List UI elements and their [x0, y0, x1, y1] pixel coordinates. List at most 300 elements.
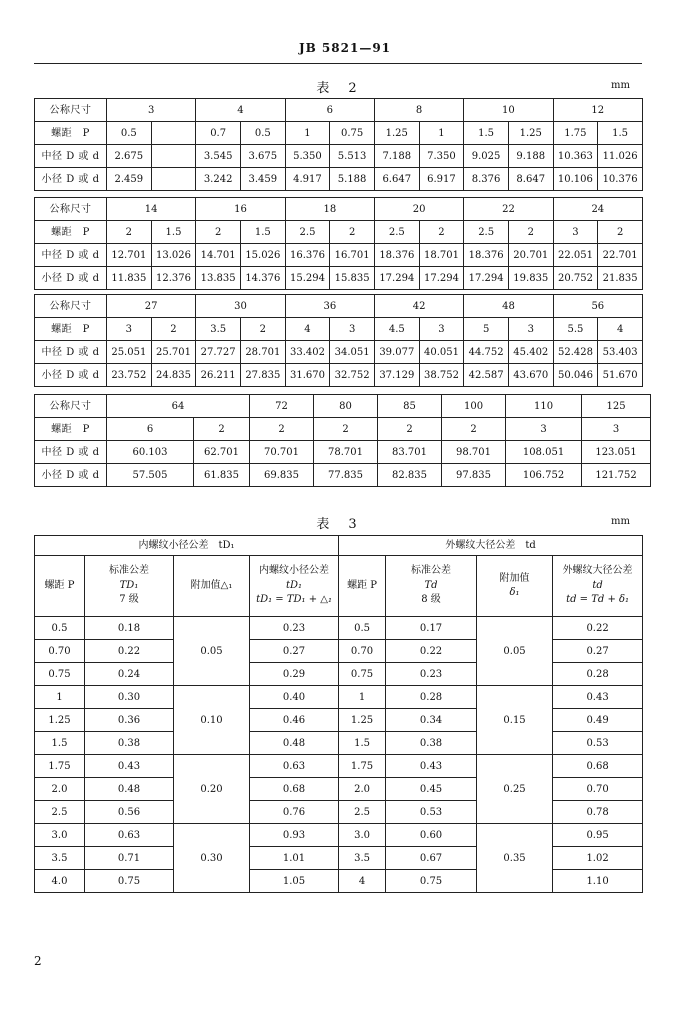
std-tolerance-internal-cell: 0.43 [85, 755, 174, 778]
table-cell: 9.025 [464, 145, 509, 168]
major-tolerance-cell: 0.70 [553, 778, 643, 801]
minor-tolerance-cell: 0.68 [250, 778, 339, 801]
table-cell: 1.25 [374, 122, 419, 145]
minor-tolerance-cell: 1.01 [250, 847, 339, 870]
table-cell: 9.188 [508, 145, 553, 168]
major-tolerance-cell: 0.53 [553, 732, 643, 755]
std-tolerance-external-header-line2: Td [424, 579, 438, 591]
page-number: 2 [34, 954, 42, 968]
table-cell: 4.5 [374, 318, 419, 341]
major-tolerance-header-line3: td = Td + δ₁ [566, 594, 630, 606]
table-cell: 8.647 [508, 168, 553, 191]
table-cell: 34.051 [330, 341, 375, 364]
table-cell: 20.752 [553, 267, 598, 290]
table-cell: 2 [194, 418, 250, 441]
table-cell: 6 [107, 418, 194, 441]
additional-internal-header [174, 556, 250, 617]
table-cell: 2 [240, 318, 285, 341]
table-cell: 42.587 [464, 364, 509, 387]
pitch-internal-cell: 3.5 [35, 847, 85, 870]
nominal-size-cell: 8 [374, 99, 463, 122]
pitch-external-cell: 1 [339, 686, 386, 709]
minor-tolerance-header [250, 556, 339, 617]
additional-external-cell: 0.35 [477, 824, 553, 893]
table-row [35, 755, 643, 778]
table-cell: 3.459 [240, 168, 285, 191]
table-cell: 50.046 [553, 364, 598, 387]
additional-internal-cell: 0.20 [174, 755, 250, 824]
table-cell: 1.25 [508, 122, 553, 145]
major-tolerance-header-line2: td [592, 579, 603, 591]
pitch-internal-header-text: 螺距 P [44, 579, 75, 591]
table-cell: 25.701 [151, 341, 196, 364]
std-tolerance-internal-cell: 0.63 [85, 824, 174, 847]
major-tolerance-cell: 0.22 [553, 617, 643, 640]
header-rule [34, 63, 642, 64]
table-cell: 24.835 [151, 364, 196, 387]
major-tolerance-cell: 0.78 [553, 801, 643, 824]
table-cell: 121.752 [582, 464, 651, 487]
std-tolerance-internal-header [85, 556, 174, 617]
table-cell: 2.459 [107, 168, 152, 191]
pitch-diameter-label: 中径 D 或 d [35, 244, 107, 267]
pitch-diameter-row [35, 244, 643, 267]
table-cell: 51.670 [598, 364, 643, 387]
minor-tolerance-header-line3: tD₁ = TD₁ + △₁ [256, 594, 332, 606]
minor-tolerance-cell: 0.63 [250, 755, 339, 778]
additional-internal-cell: 0.30 [174, 824, 250, 893]
table-cell: 98.701 [442, 441, 506, 464]
nominal-size-cell: 125 [582, 395, 651, 418]
nominal-size-cell: 3 [107, 99, 196, 122]
nominal-size-cell: 36 [285, 295, 374, 318]
pitch-external-header [339, 556, 386, 617]
table-cell: 1.5 [240, 221, 285, 244]
table2-block-4 [34, 394, 651, 487]
table-cell [151, 145, 196, 168]
table-cell: 10.376 [598, 168, 643, 191]
table2-title: 表 2 [316, 81, 360, 96]
table-cell: 2 [419, 221, 464, 244]
nominal-size-cell: 20 [374, 198, 463, 221]
table-cell: 11.026 [598, 145, 643, 168]
pitch-diameter-label: 中径 D 或 d [35, 441, 107, 464]
table-cell: 3.545 [196, 145, 241, 168]
table-cell: 10.363 [553, 145, 598, 168]
std-tolerance-internal-cell: 0.56 [85, 801, 174, 824]
table-cell: 82.835 [378, 464, 442, 487]
pitch-external-cell: 0.70 [339, 640, 386, 663]
table3-title: 表 3 [316, 517, 360, 532]
additional-external-cell: 0.05 [477, 617, 553, 686]
major-tolerance-cell: 1.10 [553, 870, 643, 893]
table-cell: 13.835 [196, 267, 241, 290]
table-cell: 53.403 [598, 341, 643, 364]
table-cell: 70.701 [250, 441, 314, 464]
std-tolerance-internal-cell: 0.24 [85, 663, 174, 686]
table-cell: 2 [442, 418, 506, 441]
pitch-diameter-row [35, 145, 643, 168]
additional-external-header-line2: δ₁ [509, 587, 520, 598]
std-tolerance-internal-cell: 0.30 [85, 686, 174, 709]
major-tolerance-cell: 0.95 [553, 824, 643, 847]
nominal-size-cell: 100 [442, 395, 506, 418]
table-cell: 78.701 [314, 441, 378, 464]
table-cell: 15.294 [285, 267, 330, 290]
minor-diameter-label: 小径 D 或 d [35, 267, 107, 290]
table-cell: 2 [330, 221, 375, 244]
table-cell: 3 [582, 418, 651, 441]
table2-block-1 [34, 98, 643, 191]
table-cell: 1.5 [598, 122, 643, 145]
additional-internal-header-text: 附加值△₁ [190, 579, 233, 591]
pitch-internal-cell: 1.25 [35, 709, 85, 732]
table-cell: 2 [107, 221, 152, 244]
nominal-size-cell: 110 [506, 395, 582, 418]
table-cell: 17.294 [464, 267, 509, 290]
table-cell: 108.051 [506, 441, 582, 464]
table-cell: 2 [196, 221, 241, 244]
table-cell: 22.701 [598, 244, 643, 267]
table-cell: 44.752 [464, 341, 509, 364]
table-cell: 15.026 [240, 244, 285, 267]
nominal-size-cell: 12 [553, 99, 642, 122]
pitch-external-cell: 0.5 [339, 617, 386, 640]
table-cell: 13.026 [151, 244, 196, 267]
minor-diameter-label: 小径 D 或 d [35, 464, 107, 487]
table-cell: 106.752 [506, 464, 582, 487]
major-tolerance-cell: 1.02 [553, 847, 643, 870]
std-tolerance-external-cell: 0.17 [386, 617, 477, 640]
table-cell: 18.701 [419, 244, 464, 267]
additional-external-cell: 0.15 [477, 686, 553, 755]
table-cell: 6.647 [374, 168, 419, 191]
nominal-size-cell: 10 [464, 99, 553, 122]
table-cell [151, 168, 196, 191]
table-cell: 23.752 [107, 364, 152, 387]
pitch-label: 螺距 P [35, 221, 107, 244]
minor-tolerance-cell: 0.46 [250, 709, 339, 732]
minor-tolerance-cell: 0.40 [250, 686, 339, 709]
table-cell: 37.129 [374, 364, 419, 387]
table-cell: 26.211 [196, 364, 241, 387]
pitch-diameter-row [35, 341, 643, 364]
nominal-size-row [35, 198, 643, 221]
std-tolerance-external-cell: 0.38 [386, 732, 477, 755]
additional-internal-cell: 0.10 [174, 686, 250, 755]
nominal-size-cell: 80 [314, 395, 378, 418]
pitch-internal-cell: 4.0 [35, 870, 85, 893]
table-cell: 27.727 [196, 341, 241, 364]
pitch-internal-cell: 1.75 [35, 755, 85, 778]
table-cell: 12.376 [151, 267, 196, 290]
std-tolerance-internal-header-line3: 7 级 [119, 594, 139, 606]
pitch-internal-cell: 0.75 [35, 663, 85, 686]
pitch-diameter-row [35, 441, 651, 464]
std-tolerance-external-cell: 0.75 [386, 870, 477, 893]
minor-tolerance-cell: 0.27 [250, 640, 339, 663]
pitch-external-cell: 0.75 [339, 663, 386, 686]
table-cell: 1 [419, 122, 464, 145]
pitch-row [35, 122, 643, 145]
table-cell: 16.376 [285, 244, 330, 267]
pitch-external-cell: 1.5 [339, 732, 386, 755]
table-cell: 5 [464, 318, 509, 341]
std-tolerance-external-cell: 0.53 [386, 801, 477, 824]
table-cell: 22.051 [553, 244, 598, 267]
minor-tolerance-cell: 0.48 [250, 732, 339, 755]
table-cell: 3.675 [240, 145, 285, 168]
table-cell: 4 [598, 318, 643, 341]
table-cell: 6.917 [419, 168, 464, 191]
table3-caption [34, 513, 642, 531]
table-cell: 32.752 [330, 364, 375, 387]
table-cell: 20.701 [508, 244, 553, 267]
table-row [35, 824, 643, 847]
table2-unit: mm [611, 80, 630, 91]
table-cell: 0.7 [196, 122, 241, 145]
table-cell: 40.051 [419, 341, 464, 364]
table-cell: 8.376 [464, 168, 509, 191]
std-tolerance-external-cell: 0.45 [386, 778, 477, 801]
pitch-internal-header [35, 556, 85, 617]
table-row [35, 686, 643, 709]
table-cell: 10.106 [553, 168, 598, 191]
table-cell: 0.75 [330, 122, 375, 145]
table-cell: 27.835 [240, 364, 285, 387]
std-tolerance-external-header-line3: 8 级 [421, 594, 441, 606]
table-cell: 28.701 [240, 341, 285, 364]
additional-internal-cell: 0.05 [174, 617, 250, 686]
table-cell: 69.835 [250, 464, 314, 487]
pitch-external-cell: 3.0 [339, 824, 386, 847]
nominal-size-cell: 85 [378, 395, 442, 418]
table-cell: 5.350 [285, 145, 330, 168]
std-tolerance-internal-cell: 0.71 [85, 847, 174, 870]
nominal-size-cell: 72 [250, 395, 314, 418]
pitch-internal-cell: 0.70 [35, 640, 85, 663]
table-cell: 3 [553, 221, 598, 244]
pitch-external-cell: 1.75 [339, 755, 386, 778]
nominal-size-cell: 56 [553, 295, 642, 318]
minor-diameter-label: 小径 D 或 d [35, 364, 107, 387]
pitch-row [35, 221, 643, 244]
std-tolerance-internal-cell: 0.36 [85, 709, 174, 732]
pitch-external-cell: 3.5 [339, 847, 386, 870]
major-tolerance-cell: 0.68 [553, 755, 643, 778]
table-cell: 5.5 [553, 318, 598, 341]
nominal-size-row [35, 99, 643, 122]
table-cell: 11.835 [107, 267, 152, 290]
table-cell: 52.428 [553, 341, 598, 364]
nominal-size-row [35, 395, 651, 418]
table-cell: 39.077 [374, 341, 419, 364]
table-cell: 2 [508, 221, 553, 244]
std-tolerance-external-cell: 0.28 [386, 686, 477, 709]
table-cell: 45.402 [508, 341, 553, 364]
std-tolerance-internal-cell: 0.48 [85, 778, 174, 801]
table-cell: 60.103 [107, 441, 194, 464]
std-tolerance-external-header [386, 556, 477, 617]
nominal-size-label: 公称尺寸 [35, 99, 107, 122]
table-cell: 38.752 [419, 364, 464, 387]
nominal-size-label: 公称尺寸 [35, 295, 107, 318]
std-tolerance-external-cell: 0.34 [386, 709, 477, 732]
internal-tolerance-group-header: 内螺纹小径公差 tD₁ [35, 536, 339, 556]
major-tolerance-cell: 0.28 [553, 663, 643, 686]
table-cell: 3 [107, 318, 152, 341]
table-cell: 123.051 [582, 441, 651, 464]
table-cell: 16.701 [330, 244, 375, 267]
std-tolerance-external-cell: 0.23 [386, 663, 477, 686]
minor-diameter-row [35, 364, 643, 387]
pitch-external-header-text: 螺距 P [347, 579, 377, 591]
nominal-size-cell: 27 [107, 295, 196, 318]
table-row [35, 617, 643, 640]
nominal-size-cell: 4 [196, 99, 285, 122]
table-cell: 3 [508, 318, 553, 341]
table-cell: 1.5 [151, 221, 196, 244]
table-cell: 43.670 [508, 364, 553, 387]
table-cell: 15.835 [330, 267, 375, 290]
minor-tolerance-cell: 1.05 [250, 870, 339, 893]
pitch-external-cell: 2.5 [339, 801, 386, 824]
nominal-size-cell: 24 [553, 198, 642, 221]
table-cell: 2.5 [374, 221, 419, 244]
table-cell: 0.5 [240, 122, 285, 145]
major-tolerance-cell: 0.49 [553, 709, 643, 732]
nominal-size-row [35, 295, 643, 318]
pitch-internal-cell: 3.0 [35, 824, 85, 847]
std-tolerance-external-header-line1: 标准公差 [411, 565, 452, 577]
table-cell: 31.670 [285, 364, 330, 387]
std-tolerance-internal-cell: 0.18 [85, 617, 174, 640]
table-cell: 33.402 [285, 341, 330, 364]
table-cell: 3.5 [196, 318, 241, 341]
table3-unit: mm [611, 516, 630, 527]
pitch-external-cell: 2.0 [339, 778, 386, 801]
table-cell: 2.675 [107, 145, 152, 168]
minor-diameter-row [35, 168, 643, 191]
table-cell: 21.835 [598, 267, 643, 290]
nominal-size-cell: 64 [107, 395, 250, 418]
additional-external-header [477, 556, 553, 617]
pitch-internal-cell: 1.5 [35, 732, 85, 755]
additional-external-header-line1: 附加值 [499, 572, 530, 584]
pitch-external-cell: 1.25 [339, 709, 386, 732]
table-cell: 4.917 [285, 168, 330, 191]
table-cell: 25.051 [107, 341, 152, 364]
pitch-internal-cell: 2.5 [35, 801, 85, 824]
table-cell: 2 [314, 418, 378, 441]
minor-tolerance-header-line1: 内螺纹小径公差 [259, 565, 330, 577]
pitch-external-cell: 4 [339, 870, 386, 893]
std-tolerance-external-cell: 0.60 [386, 824, 477, 847]
major-tolerance-cell: 0.27 [553, 640, 643, 663]
nominal-size-cell: 14 [107, 198, 196, 221]
nominal-size-cell: 30 [196, 295, 285, 318]
minor-tolerance-header-line2: tD₁ [286, 579, 303, 591]
external-tolerance-group-header: 外螺纹大径公差 td [339, 536, 643, 556]
table-cell: 57.505 [107, 464, 194, 487]
pitch-internal-cell: 0.5 [35, 617, 85, 640]
table2-block-2 [34, 197, 643, 290]
std-tolerance-internal-cell: 0.75 [85, 870, 174, 893]
table-cell: 1.75 [553, 122, 598, 145]
std-tolerance-external-cell: 0.67 [386, 847, 477, 870]
table-cell: 3 [419, 318, 464, 341]
nominal-size-cell: 42 [374, 295, 463, 318]
additional-external-cell: 0.25 [477, 755, 553, 824]
pitch-row [35, 318, 643, 341]
table-cell: 1 [285, 122, 330, 145]
minor-diameter-row [35, 464, 651, 487]
nominal-size-label: 公称尺寸 [35, 395, 107, 418]
pitch-internal-cell: 1 [35, 686, 85, 709]
table-cell: 2 [598, 221, 643, 244]
table-cell: 83.701 [378, 441, 442, 464]
major-tolerance-header-line1: 外螺纹大径公差 [562, 565, 633, 577]
table-cell: 17.294 [419, 267, 464, 290]
table-cell: 0.5 [107, 122, 152, 145]
table2-block-3 [34, 294, 643, 387]
table-cell: 61.835 [194, 464, 250, 487]
minor-diameter-label: 小径 D 或 d [35, 168, 107, 191]
table3 [34, 535, 643, 893]
table-cell: 62.701 [194, 441, 250, 464]
pitch-label: 螺距 P [35, 318, 107, 341]
table-cell: 19.835 [508, 267, 553, 290]
table-cell: 14.701 [196, 244, 241, 267]
table-cell: 12.701 [107, 244, 152, 267]
table2-caption [34, 77, 642, 95]
minor-diameter-row [35, 267, 643, 290]
std-tolerance-internal-header-line1: 标准公差 [109, 565, 149, 577]
table-cell: 18.376 [374, 244, 419, 267]
std-tolerance-external-cell: 0.43 [386, 755, 477, 778]
pitch-diameter-label: 中径 D 或 d [35, 341, 107, 364]
major-tolerance-cell: 0.43 [553, 686, 643, 709]
std-tolerance-internal-header-line2: TD₁ [119, 579, 139, 591]
table-cell: 3 [506, 418, 582, 441]
table-cell: 14.376 [240, 267, 285, 290]
table-cell: 1.5 [464, 122, 509, 145]
std-tolerance-internal-cell: 0.22 [85, 640, 174, 663]
table-cell: 97.835 [442, 464, 506, 487]
table-cell: 4 [285, 318, 330, 341]
std-tolerance-external-cell: 0.22 [386, 640, 477, 663]
nominal-size-cell: 18 [285, 198, 374, 221]
document-header: JB 5821—91 [298, 41, 392, 55]
pitch-label: 螺距 P [35, 418, 107, 441]
table-cell: 17.294 [374, 267, 419, 290]
pitch-row [35, 418, 651, 441]
table-cell: 2 [250, 418, 314, 441]
pitch-diameter-label: 中径 D 或 d [35, 145, 107, 168]
nominal-size-cell: 48 [464, 295, 553, 318]
nominal-size-label: 公称尺寸 [35, 198, 107, 221]
table-cell: 2 [378, 418, 442, 441]
minor-tolerance-cell: 0.93 [250, 824, 339, 847]
table-cell: 2 [151, 318, 196, 341]
minor-tolerance-cell: 0.76 [250, 801, 339, 824]
table-cell: 7.188 [374, 145, 419, 168]
table-cell: 5.188 [330, 168, 375, 191]
nominal-size-cell: 6 [285, 99, 374, 122]
minor-tolerance-cell: 0.23 [250, 617, 339, 640]
nominal-size-cell: 16 [196, 198, 285, 221]
minor-tolerance-cell: 0.29 [250, 663, 339, 686]
